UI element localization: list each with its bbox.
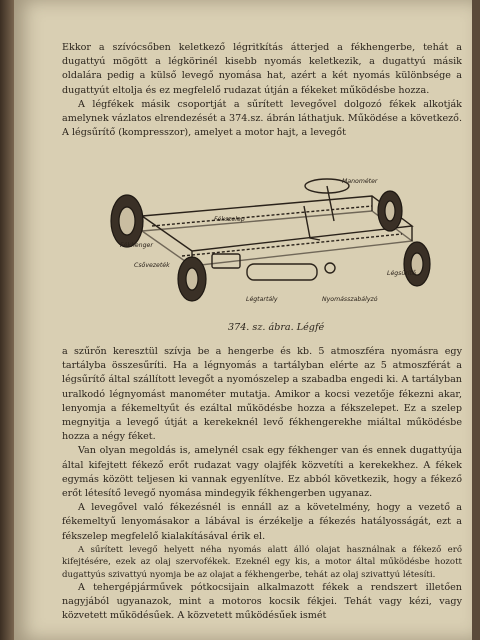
label-manometer: Manométer xyxy=(342,178,378,185)
label-air-compressor: Légsűrítő xyxy=(387,270,416,277)
brake-system-diagram xyxy=(72,176,432,314)
paragraph: A légfékek másik csoportját a sűrített levegővel dolgozó fékek alkotják amelynek vázlatos elrendezését a 374.sz. ábrán láthatjuk. Működése a következő. A légsűrítő (kompresszor), amelyet a motor hajt, a levegőt xyxy=(62,98,462,139)
label-piping: Csővezeték xyxy=(134,262,170,269)
paragraph: Ekkor a szívócsőben keletkező légritkítás átterjed a fékhengerbe, tehát a dugattyú mögött a légkörinél kisebb nyomás keletkezik, a dugattyú másik oldalára pedig a külső levegő nyomása hat, azért a két nyomás különbsége a dugattyút eltolja és ez megfelelő rudazat útján a fékeket működésbe hozza. xyxy=(62,42,462,96)
text-block-bottom xyxy=(62,345,462,624)
figure-caption: 374. sz. ábra. Légfé xyxy=(228,322,325,333)
small-paragraph: A sűrített levegő helyett néha nyomás alatt álló olajat használnak a fékező erő kifejtésére, ezek az olaj szervofékek. Ezeknél egy kis, a motor által működésbe hozott dugattyús szivattyú nyomja be az olajat a fékhengerbe, tehát az olaj szivattyú létesíti. xyxy=(62,544,462,580)
paragraph: a szűrőn keresztül szívja be a hengerbe és kb. 5 atmoszféra nyomásra egy tartályba összesűríti. Ha a légnyomás a tartályban elérte az 5 atmoszférát a légsűrítő által szállított levegőt a nyomószelep a szabadba engedi ki. A tartályban uralkodó légnyomást manométer mutatja. Amikor a kocsi vezetője fékezni akar, lenyomja a fékemeltyűt és ezáltal működésbe hozza a fékszelepet. Ez a szelep megnyitja a levegő útját a kerekeknél levő fékhengerekhe miáltal működésbe hozza a négy féket. xyxy=(62,346,462,443)
label-brake-cylinder: Fékhenger xyxy=(120,242,153,249)
text-block-top xyxy=(62,41,462,140)
paragraph: Van olyan megoldás is, amelynél csak egy fékhenger van és ennek dugattyúja által kifejtett fékező erőt rudazat vagy olajfék közvetíti a kerekekhez. A fékek egymás között teljesen ki vannak egyenlítve. Ez abból következik, hogy a fékező erőt létesítő levegő nyomása mindegyik fékhengerben ugyanaz. xyxy=(62,445,462,500)
book-gutter xyxy=(0,0,14,640)
label-air-tank: Légtartály xyxy=(246,296,278,303)
paragraph: A tehergépjárművek pótkocsijain alkalmazott fékek a rendszert illetően nagyjából ugyanazok, mint a motoros kocsik fékjei. Tehát vagy kézi, vagy közvetett működésűek. A közvetett működésűek ismét xyxy=(62,582,462,622)
label-brake-valve: Fékszelep xyxy=(214,216,245,223)
paragraph: A levegővel való fékezésnél is ennáll az a követelmény, hogy a vezető a fékemeltyű lenyomásakor a lábával is érzékelje a fékezés hatályosságát, ezt a fékszelep megfelelő kialakításával érik el. xyxy=(62,502,462,542)
book-page xyxy=(14,0,472,640)
label-pressure-regulator: Nyomásszabályzó xyxy=(322,296,378,303)
